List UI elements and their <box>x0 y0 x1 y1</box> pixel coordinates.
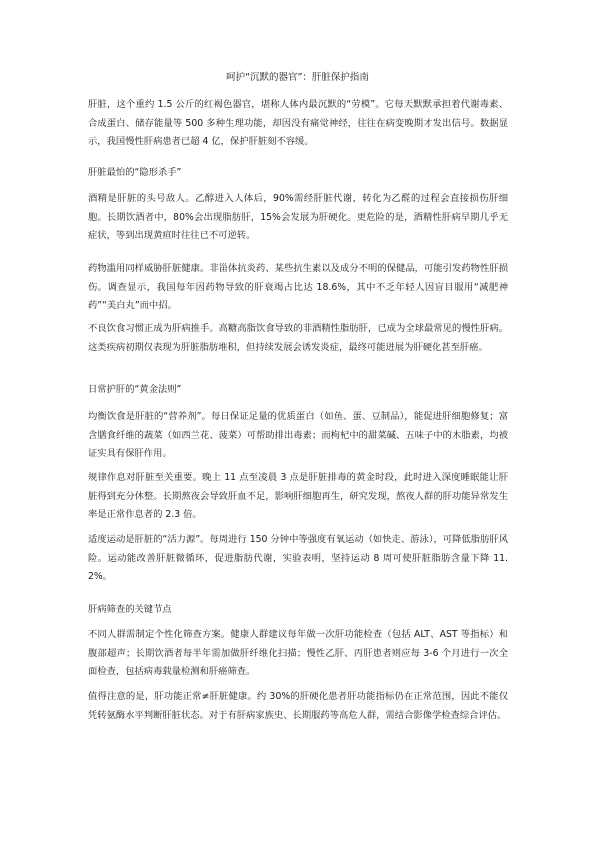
paragraph-drug-abuse: 药物滥用同样威胁肝脏健康。非甾体抗炎药、某些抗生素以及成分不明的保健品，可能引发药物性肝损伤。调查显示，我国每年因药物导致的肝衰竭占比达 18.6%，其中不乏年轻人因盲目服用“减肥神药”“美白丸”而中招。 <box>88 263 508 311</box>
section-heading-golden-rules: 日常护肝的“黄金法则” <box>88 384 182 395</box>
section-heading-screening: 肝病筛查的关键节点 <box>88 604 172 615</box>
intro-paragraph: 肝脏，这个重约 1.5 公斤的红褐色器官，堪称人体内最沉默的“劳模”。它每天默默承担着代谢毒素、合成蛋白、储存能量等 500 多种生理功能，却因没有痛觉神经，往往在病变晚期才发出信号。数据显示，我国慢性肝病患者已超 4 亿，保护肝脏刻不容缓。 <box>88 99 508 147</box>
paragraph-balanced-diet: 均衡饮食是肝脏的“营养剂”。每日保证足量的优质蛋白（如鱼、蛋、豆制品），能促进肝细胞修复；富含膳食纤维的蔬菜（如西兰花、菠菜）可帮助排出毒素；而枸杞中的甜菜碱、五味子中的木脂素，均被证实具有保肝作用。 <box>88 411 508 459</box>
section-heading-hidden-killers: 肝脏最怕的“隐形杀手” <box>88 167 182 178</box>
paragraph-diet-habits: 不良饮食习惯正成为肝病推手。高糖高脂饮食导致的非酒精性脂肪肝，已成为全球最常见的慢性肝病。这类疾病初期仅表现为肝脏脂肪堆积，但持续发展会诱发炎症，最终可能进展为肝硬化甚至肝癌。 <box>88 323 508 353</box>
paragraph-alcohol: 酒精是肝脏的头号敌人。乙醇进入人体后，90%需经肝脏代谢，转化为乙醛的过程会直接损伤肝细胞。长期饮酒者中，80%会出现脂肪肝，15%会发展为肝硬化。更危险的是，酒精性肝病早期几乎无症状，等到出现黄疸时往往已不可逆转。 <box>88 193 508 241</box>
paragraph-screening-plan: 不同人群需制定个性化筛查方案。健康人群建议每年做一次肝功能检查（包括 ALT、AST 等指标）和腹部超声；长期饮酒者每半年需加做肝纤维化扫描；慢性乙肝、丙肝患者则应每 3-6 个月进行一次全面检查，包括病毒载量检测和肝癌筛查。 <box>88 629 508 677</box>
paragraph-exercise: 适度运动是肝脏的“活力源”。每周进行 150 分钟中等强度有氧运动（如快走、游泳），可降低脂肪肝风险。运动能改善肝脏微循环，促进脂肪代谢，实验表明，坚持运动 8 周可使肝脏脂肪含量下降 11.2%。 <box>88 534 508 582</box>
paragraph-note: 值得注意的是，肝功能正常≠肝脏健康。约 30%的肝硬化患者肝功能指标仍在正常范围，因此不能仅凭转氨酶水平判断肝脏状态。对于有肝病家族史、长期服药等高危人群，需结合影像学检查综合评估。 <box>88 691 508 721</box>
paragraph-regular-sleep: 规律作息对肝脏至关重要。晚上 11 点至凌晨 3 点是肝脏排毒的黄金时段，此时进入深度睡眠能让肝脏得到充分休整。长期熬夜会导致肝血不足，影响肝细胞再生，研究发现，熬夜人群的肝功能异常发生率是正常作息者的 2.3 倍。 <box>88 472 508 520</box>
document-title: 呵护“沉默的器官”：肝脏保护指南 <box>226 72 369 83</box>
